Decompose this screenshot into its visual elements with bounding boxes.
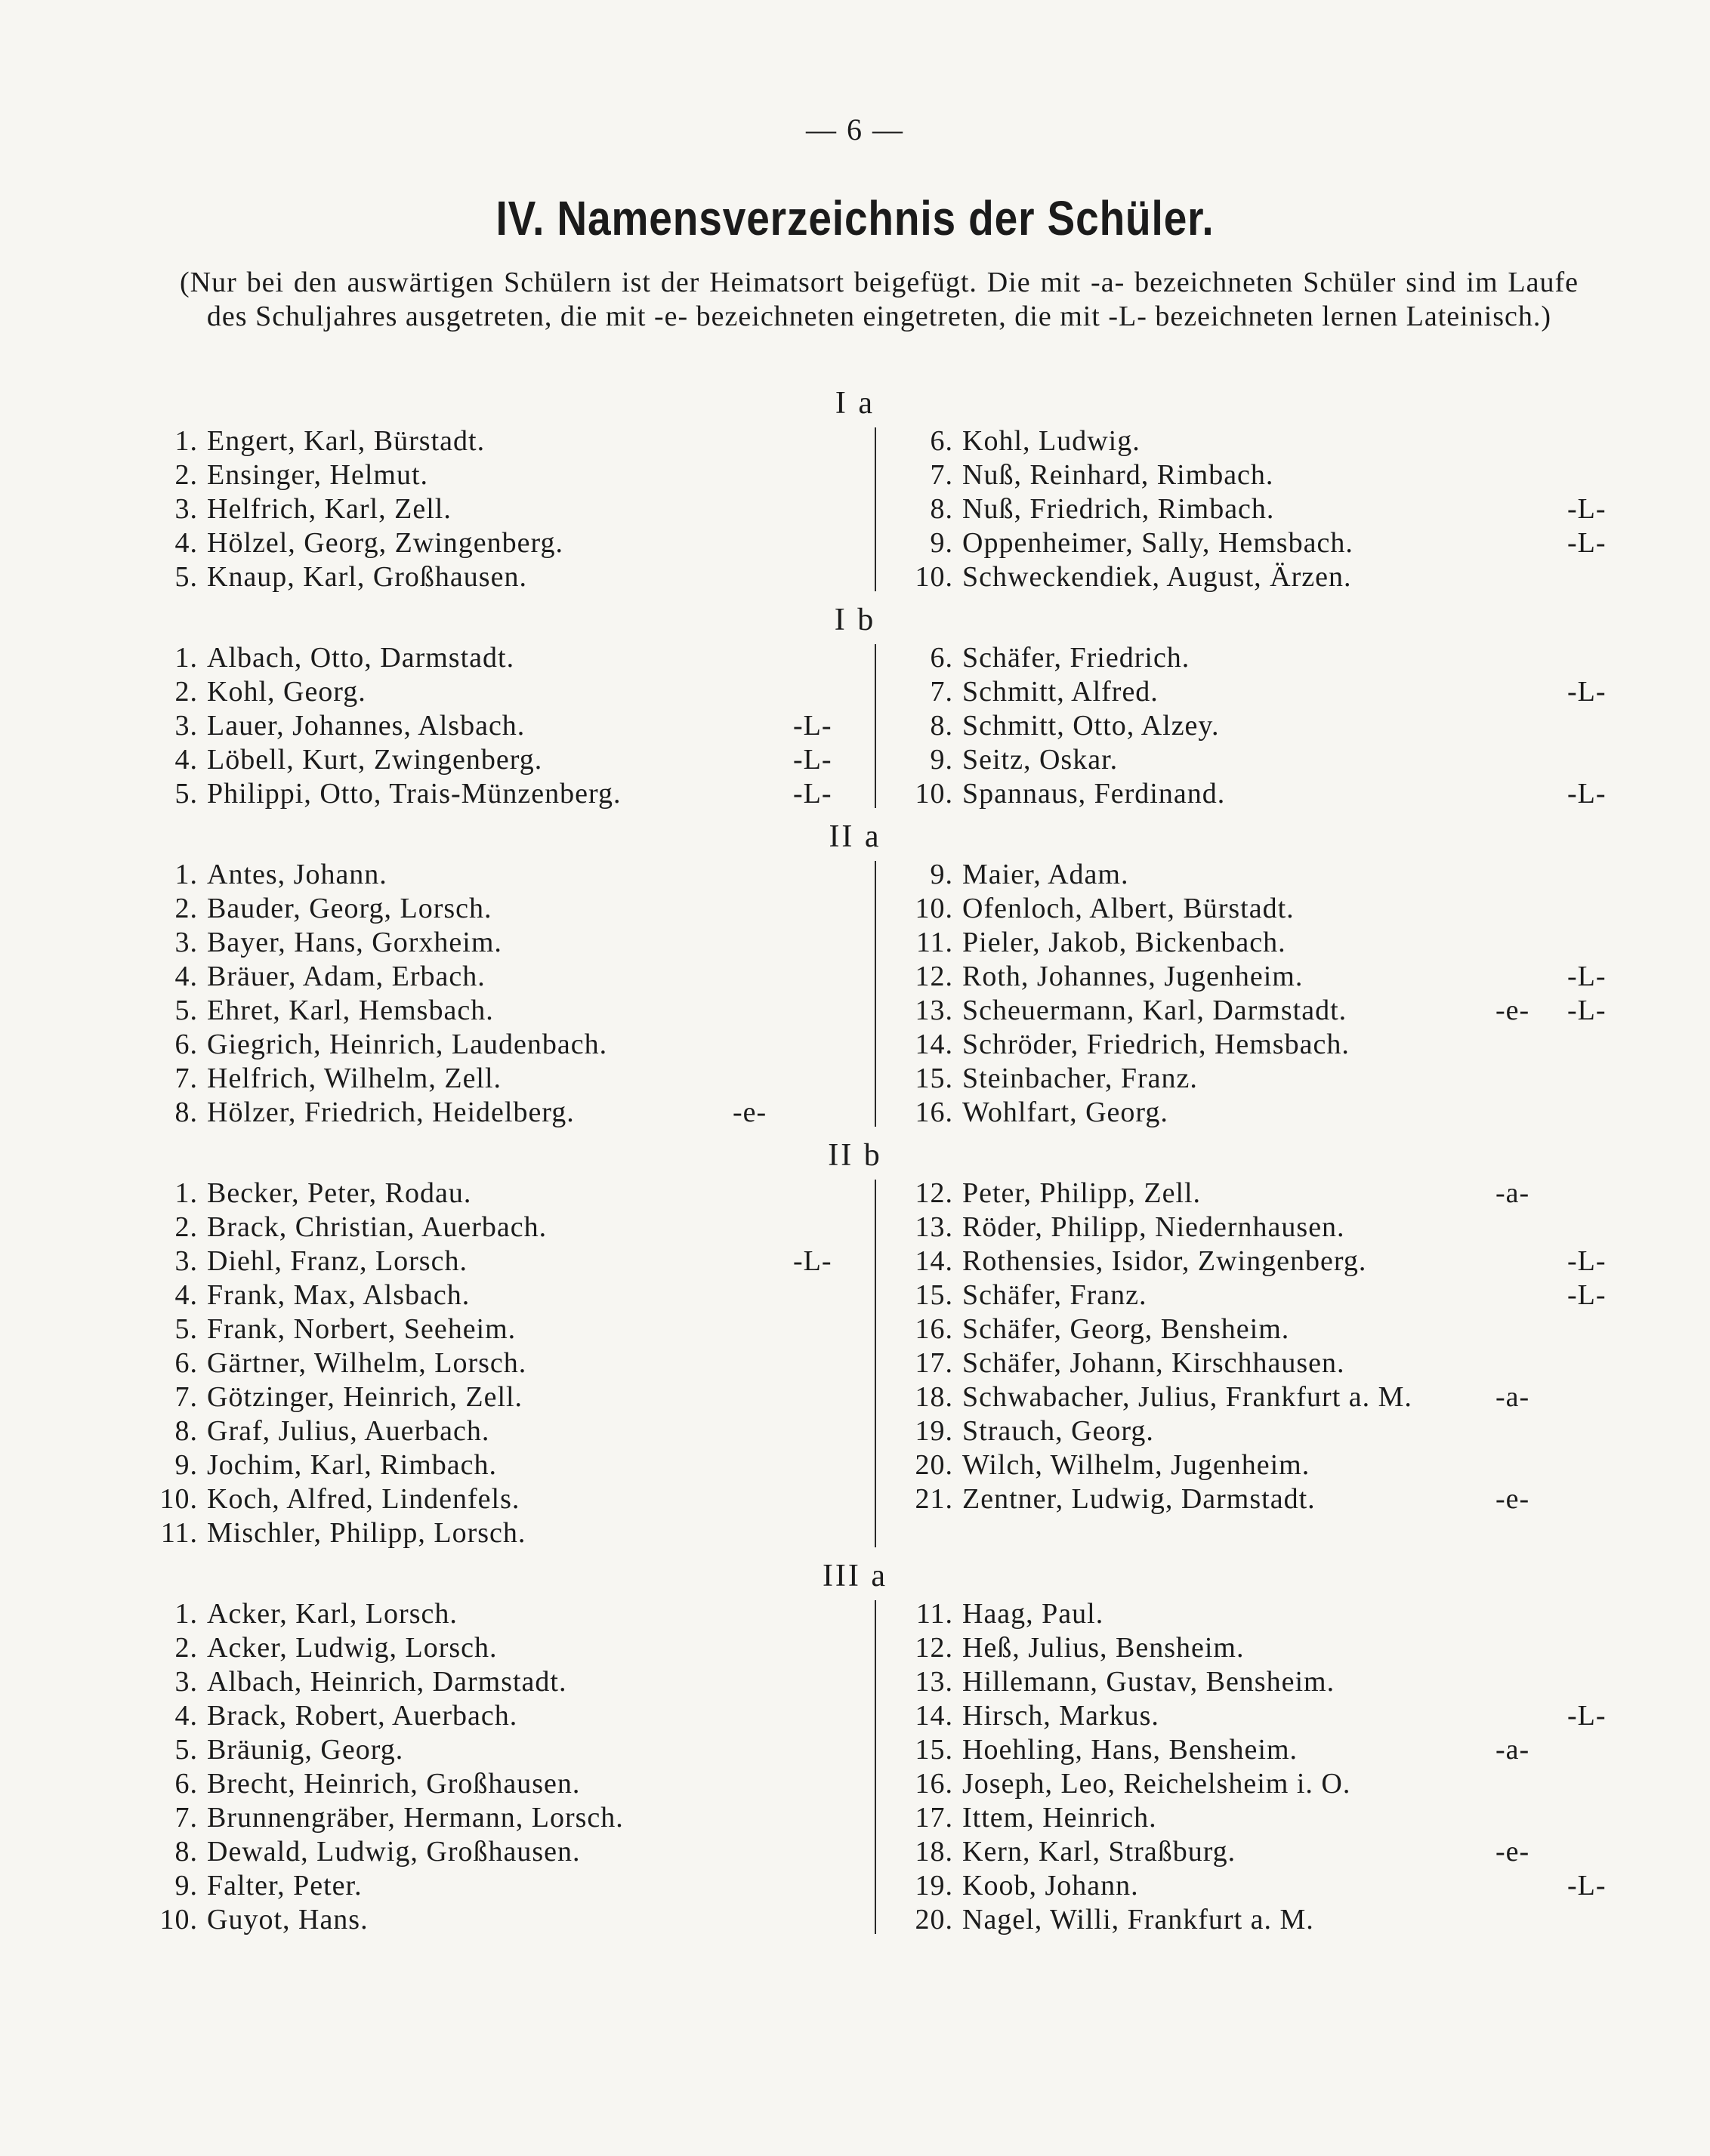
list-item [899,1631,1616,1665]
student-name: Hölzer, Friedrich, Heidelberg. [207,1097,575,1128]
entry-number: 1. [174,1598,198,1630]
student-name: Schmitt, Alfred. [962,676,1159,708]
status-mark: -L- [1567,1245,1607,1277]
class-heading: I a [835,386,875,421]
student-name: Löbell, Kurt, Zwingenberg. [207,744,543,776]
student-name: Helfrich, Karl, Zell. [207,493,452,525]
entry-number: 8. [174,1836,198,1868]
column-divider [875,1180,876,1547]
entry-number: 5. [174,995,198,1026]
student-name: Hillemann, Gustav, Bensheim. [962,1666,1335,1698]
list-item [144,1346,823,1380]
student-name: Kohl, Georg. [207,676,366,708]
entry-number: 13. [915,995,953,1026]
entry-number: 5. [174,561,198,593]
student-name: Koch, Alfred, Lindenfels. [207,1483,520,1515]
list-item [144,1801,823,1835]
entry-number: 15. [915,1279,953,1311]
entry-number: 3. [174,927,198,958]
student-name: Maier, Adam. [962,859,1129,890]
student-name: Bayer, Hans, Gorxheim. [207,927,502,958]
entry-number: 7. [930,676,953,708]
list-item [144,960,823,994]
list-item [899,1801,1616,1835]
list-item [144,458,823,492]
student-name: Götzinger, Heinrich, Zell. [207,1381,523,1413]
list-item [899,1380,1616,1414]
list-item [144,1177,823,1211]
status-mark: -L- [1567,1279,1607,1311]
list-item [899,560,1616,594]
class-heading: II a [829,819,881,854]
list-item [144,1516,823,1550]
class-heading: III a [822,1559,888,1593]
entry-number: 11. [160,1517,198,1549]
student-name: Koob, Johann. [962,1870,1139,1902]
status-mark: -L- [1567,778,1607,810]
student-name: Ensinger, Helmut. [207,459,429,491]
entry-number: 12. [915,961,953,992]
entry-number: 14. [915,1029,953,1060]
list-item [144,1665,823,1699]
entry-number: 10. [915,893,953,924]
status-mark: -e- [1495,995,1530,1026]
list-item [899,1312,1616,1346]
list-item [899,892,1616,926]
entry-number: 13. [915,1666,953,1698]
list-item [144,1733,823,1767]
status-mark: -L- [793,1245,832,1277]
student-name: Scheuermann, Karl, Darmstadt. [962,995,1347,1026]
entry-number: 10. [915,561,953,593]
list-item [144,1211,823,1245]
status-mark: -a- [1495,1177,1530,1209]
entry-number: 18. [915,1836,953,1868]
list-item [899,858,1616,892]
status-mark: -a- [1495,1734,1530,1766]
name-list-right [899,424,1616,594]
entry-number: 9. [930,527,953,559]
entry-number: 17. [915,1802,953,1834]
entry-number: 16. [915,1313,953,1345]
status-mark: -L- [1567,995,1607,1026]
list-item [144,1028,823,1062]
page-number: — 6 — [806,113,904,147]
student-name: Schmitt, Otto, Alzey. [962,710,1220,742]
list-item [899,1665,1616,1699]
column-divider [875,1600,876,1934]
status-mark: -e- [1495,1483,1530,1515]
name-list-left [144,424,823,594]
student-name: Rothensies, Isidor, Zwingenberg. [962,1245,1367,1277]
entry-number: 16. [915,1097,953,1128]
entry-number: 6. [930,425,953,457]
entry-number: 21. [915,1483,953,1515]
entry-number: 14. [915,1245,953,1277]
entry-number: 3. [174,710,198,742]
list-item [899,1482,1616,1516]
list-item [144,743,832,777]
entry-number: 1. [174,1177,198,1209]
list-item [144,1245,832,1278]
list-item [899,1177,1616,1211]
list-item [144,1869,823,1903]
entry-number: 6. [174,1347,198,1379]
entry-number: 4. [174,1279,198,1311]
student-name: Brack, Robert, Auerbach. [207,1700,518,1732]
entry-number: 7. [174,1381,198,1413]
entry-number: 6. [174,1029,198,1060]
entry-number: 2. [174,1211,198,1243]
list-item [144,675,823,709]
status-mark: -L- [1567,961,1607,992]
entry-number: 3. [174,493,198,525]
student-name: Roth, Johannes, Jugenheim. [962,961,1304,992]
list-item [144,858,823,892]
student-name: Nuß, Reinhard, Rimbach. [962,459,1274,491]
list-item [144,1414,823,1448]
name-list-right [899,641,1616,811]
list-item [899,1096,1616,1130]
list-item [899,743,1616,777]
student-name: Ehret, Karl, Hemsbach. [207,995,494,1026]
student-name: Helfrich, Wilhelm, Zell. [207,1063,502,1094]
student-name: Brunnengräber, Hermann, Lorsch. [207,1802,624,1834]
entry-number: 1. [174,642,198,674]
student-name: Nuß, Friedrich, Rimbach. [962,493,1275,525]
student-name: Schäfer, Johann, Kirschhausen. [962,1347,1345,1379]
list-item [899,1767,1616,1801]
status-mark: -L- [1567,493,1607,525]
student-name: Kohl, Ludwig. [962,425,1141,457]
student-name: Dewald, Ludwig, Großhausen. [207,1836,581,1868]
entry-number: 2. [174,676,198,708]
list-item [144,1312,823,1346]
entry-number: 5. [174,778,198,810]
list-item [144,1767,823,1801]
list-item [899,641,1616,675]
entry-number: 8. [174,1097,198,1128]
entry-number: 15. [915,1063,953,1094]
entry-number: 3. [174,1245,198,1277]
student-name: Bräunig, Georg. [207,1734,404,1766]
status-mark: -L- [793,778,832,810]
entry-number: 4. [174,744,198,776]
student-name: Ofenloch, Albert, Bürstadt. [962,893,1295,924]
list-item [144,994,823,1028]
list-item [899,1211,1616,1245]
entry-number: 16. [915,1768,953,1800]
list-item [899,424,1616,458]
student-name: Schäfer, Georg, Bensheim. [962,1313,1290,1345]
list-item [899,1062,1616,1096]
student-name: Mischler, Philipp, Lorsch. [207,1517,526,1549]
list-item [144,1062,823,1096]
class-heading: II b [828,1138,882,1173]
entry-number: 9. [174,1449,198,1481]
page-title: IV. Namensverzeichnis der Schüler. [495,191,1215,245]
status-mark: -L- [793,710,832,742]
entry-number: 9. [174,1870,198,1902]
list-item [144,492,823,526]
student-name: Seitz, Oskar. [962,744,1119,776]
student-name: Brack, Christian, Auerbach. [207,1211,548,1243]
entry-number: 1. [174,425,198,457]
student-name: Frank, Max, Alsbach. [207,1279,471,1311]
list-item [899,1028,1616,1062]
list-item [144,1631,823,1665]
list-item [899,926,1616,960]
student-name: Engert, Karl, Bürstadt. [207,425,486,457]
student-name: Albach, Heinrich, Darmstadt. [207,1666,567,1698]
list-item [899,1869,1616,1903]
list-item [144,1482,823,1516]
list-item [899,458,1616,492]
list-item [144,424,823,458]
student-name: Schäfer, Franz. [962,1279,1147,1311]
intro-paragraph: (Nur bei den auswärtigen Schülern ist der Heimatsort beigefügt. Die mit -a- bezeichneten Schüler sind im Laufe des Schuljahres ausgetreten, die mit -e- bezeichneten eingetreten, die mit -L- bezeichneten lernen Lateinisch.) [180,267,1579,332]
student-name: Haag, Paul. [962,1598,1104,1630]
entry-number: 2. [174,459,198,491]
entry-number: 9. [930,859,953,890]
list-item [899,1903,1616,1937]
student-name: Schröder, Friedrich, Hemsbach. [962,1029,1350,1060]
entry-number: 2. [174,893,198,924]
student-name: Brecht, Heinrich, Großhausen. [207,1768,581,1800]
list-item [144,641,823,675]
entry-number: 10. [159,1904,198,1935]
status-mark: -L- [1567,1870,1607,1902]
entry-number: 9. [930,744,953,776]
list-item [899,994,1616,1028]
list-item [899,777,1616,811]
column-divider [875,861,876,1127]
column-divider [875,427,876,591]
list-item [144,777,832,811]
status-mark: -a- [1495,1381,1530,1413]
student-name: Joseph, Leo, Reichelsheim i. O. [962,1768,1351,1800]
entry-number: 8. [174,1415,198,1447]
name-list-right [899,858,1616,1130]
entry-number: 11. [915,927,953,958]
student-name: Ittem, Heinrich. [962,1802,1157,1834]
list-item [899,1278,1616,1312]
list-item [899,1245,1616,1278]
list-item [144,1597,823,1631]
list-item [144,1448,823,1482]
student-name: Knaup, Karl, Großhausen. [207,561,527,593]
entry-number: 12. [915,1177,953,1209]
list-item [899,675,1616,709]
student-name: Wilch, Wilhelm, Jugenheim. [962,1449,1310,1481]
entry-number: 4. [174,527,198,559]
student-name: Albach, Otto, Darmstadt. [207,642,515,674]
student-name: Bauder, Georg, Lorsch. [207,893,492,924]
class-heading: I b [834,603,876,637]
student-name: Bräuer, Adam, Erbach. [207,961,486,992]
entry-number: 7. [930,459,953,491]
list-item [144,526,823,560]
list-item [899,960,1616,994]
entry-number: 11. [915,1598,953,1630]
student-name: Schäfer, Friedrich. [962,642,1190,674]
entry-number: 7. [174,1802,198,1834]
student-name: Spannaus, Ferdinand. [962,778,1226,810]
student-name: Giegrich, Heinrich, Laudenbach. [207,1029,608,1060]
list-item [144,560,823,594]
list-item [899,526,1616,560]
entry-number: 10. [915,778,953,810]
entry-number: 4. [174,1700,198,1732]
list-item [899,1448,1616,1482]
entry-number: 5. [174,1734,198,1766]
list-item [899,1699,1616,1733]
status-mark: -L- [793,744,832,776]
entry-number: 10. [159,1483,198,1515]
student-name: Pieler, Jakob, Bickenbach. [962,927,1286,958]
list-item [144,1278,823,1312]
student-name: Wohlfart, Georg. [962,1097,1168,1128]
list-item [144,1380,823,1414]
student-name: Strauch, Georg. [962,1415,1154,1447]
list-item [899,1835,1616,1869]
student-name: Graf, Julius, Auerbach. [207,1415,490,1447]
name-list-right [899,1177,1616,1516]
name-list-left [144,1177,832,1550]
entry-number: 18. [915,1381,953,1413]
student-name: Hölzel, Georg, Zwingenberg. [207,527,563,559]
student-name: Steinbacher, Franz. [962,1063,1198,1094]
student-name: Peter, Philipp, Zell. [962,1177,1202,1209]
student-name: Hoehling, Hans, Bensheim. [962,1734,1298,1766]
column-divider [875,644,876,808]
student-name: Zentner, Ludwig, Darmstadt. [962,1483,1316,1515]
student-name: Falter, Peter. [207,1870,363,1902]
student-name: Antes, Johann. [207,859,387,890]
student-name: Acker, Karl, Lorsch. [207,1598,458,1630]
status-mark: -L- [1567,676,1607,708]
student-name: Jochim, Karl, Rimbach. [207,1449,497,1481]
entry-number: 20. [915,1904,953,1935]
list-item [899,1414,1616,1448]
list-item [144,1835,823,1869]
student-name: Frank, Norbert, Seeheim. [207,1313,517,1345]
entry-number: 14. [915,1700,953,1732]
list-item [899,1597,1616,1631]
list-item [899,492,1616,526]
entry-number: 1. [174,859,198,890]
entry-number: 5. [174,1313,198,1345]
list-item [899,709,1616,743]
list-item [144,1699,823,1733]
entry-number: 19. [915,1415,953,1447]
student-name: Kern, Karl, Straßburg. [962,1836,1236,1868]
list-item [899,1346,1616,1380]
name-list-right [899,1597,1616,1937]
entry-number: 6. [174,1768,198,1800]
student-name: Diehl, Franz, Lorsch. [207,1245,468,1277]
entry-number: 2. [174,1632,198,1664]
student-name: Becker, Peter, Rodau. [207,1177,472,1209]
student-name: Nagel, Willi, Frankfurt a. M. [962,1904,1314,1935]
student-name: Philippi, Otto, Trais-Münzenberg. [207,778,622,810]
status-mark: -e- [1495,1836,1530,1868]
student-name: Heß, Julius, Bensheim. [962,1632,1245,1664]
status-mark: -e- [733,1097,767,1128]
list-item [144,1903,823,1937]
student-name: Lauer, Johannes, Alsbach. [207,710,526,742]
status-mark: -L- [1567,1700,1607,1732]
student-name: Schwabacher, Julius, Frankfurt a. M. [962,1381,1412,1413]
student-name: Acker, Ludwig, Lorsch. [207,1632,498,1664]
name-list-left [144,641,832,811]
entry-number: 13. [915,1211,953,1243]
student-name: Gärtner, Wilhelm, Lorsch. [207,1347,527,1379]
entry-number: 19. [915,1870,953,1902]
entry-number: 3. [174,1666,198,1698]
name-list-left [144,858,823,1130]
entry-number: 8. [930,710,953,742]
entry-number: 6. [930,642,953,674]
entry-number: 15. [915,1734,953,1766]
student-name: Oppenheimer, Sally, Hemsbach. [962,527,1353,559]
list-item [144,926,823,960]
name-list-left [144,1597,823,1937]
list-item [144,1096,823,1130]
student-name: Röder, Philipp, Niedernhausen. [962,1211,1345,1243]
list-item [144,709,832,743]
entry-number: 8. [930,493,953,525]
entry-number: 12. [915,1632,953,1664]
list-item [899,1733,1616,1767]
entry-number: 7. [174,1063,198,1094]
student-name: Hirsch, Markus. [962,1700,1159,1732]
entry-number: 4. [174,961,198,992]
entry-number: 20. [915,1449,953,1481]
student-name: Guyot, Hans. [207,1904,369,1935]
list-item [144,892,823,926]
entry-number: 17. [915,1347,953,1379]
student-name: Schweckendiek, August, Ärzen. [962,561,1352,593]
status-mark: -L- [1567,527,1607,559]
